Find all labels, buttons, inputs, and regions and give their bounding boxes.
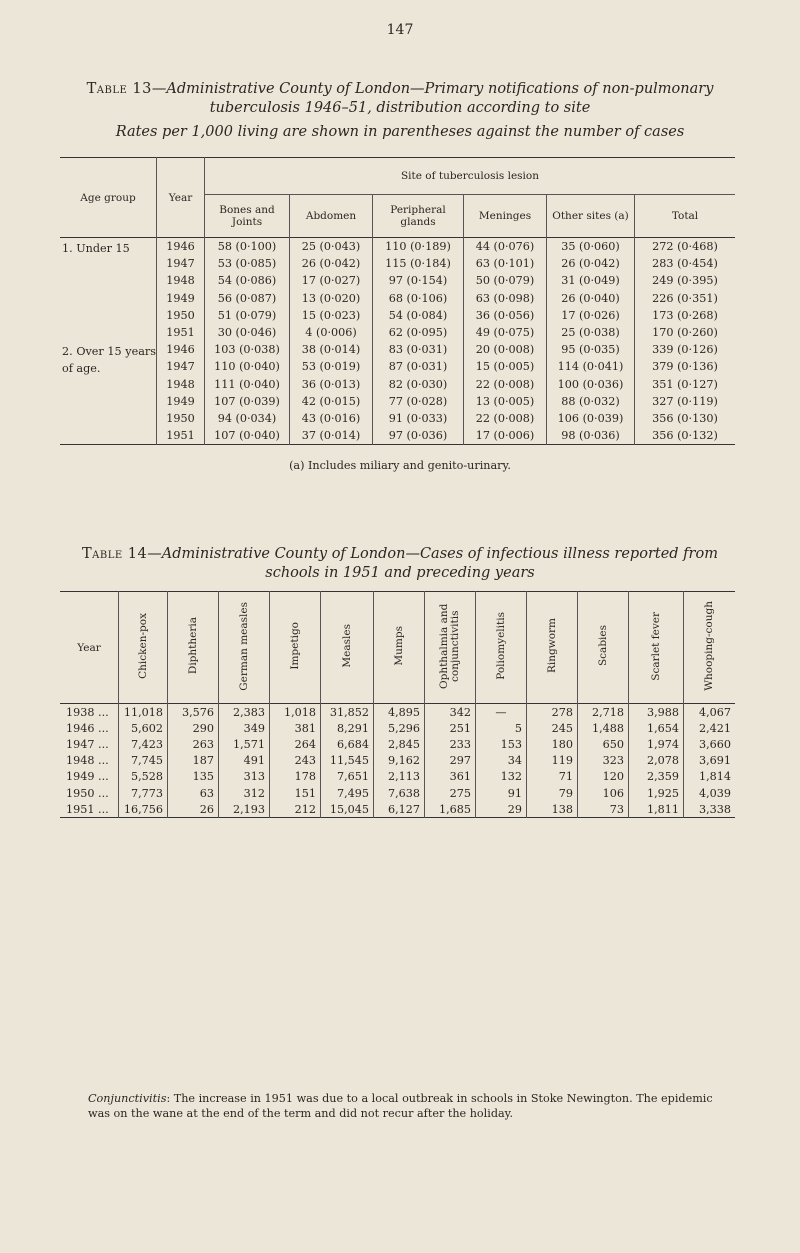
t13-header-year: Year xyxy=(157,158,205,238)
year-cell: 1947 xyxy=(157,358,205,375)
table-cell: 29 xyxy=(476,801,527,818)
table-cell: 44 (0·076) xyxy=(464,238,547,256)
age-group-label: 2. Over 15 years of age. xyxy=(62,345,156,376)
year-cell: 1946 xyxy=(157,341,205,358)
table-cell: 16,756 xyxy=(119,801,168,818)
table-cell: 491 xyxy=(219,753,270,769)
table-cell: 1,925 xyxy=(629,785,684,801)
column-header-label: Poliomyelitis xyxy=(494,612,507,680)
table-cell: 7,495 xyxy=(321,785,374,801)
table-row xyxy=(60,753,735,769)
table13-caption xyxy=(60,80,740,118)
t13-header-col: Other sites (a) xyxy=(547,195,635,238)
year-cell: 1947 xyxy=(157,255,205,272)
table-cell: 63 (0·098) xyxy=(464,290,547,307)
column-header-label: Scarlet fever xyxy=(649,611,662,681)
table-cell: 37 (0·014) xyxy=(290,427,373,445)
table-row xyxy=(60,272,735,289)
column-header xyxy=(119,592,168,704)
table-cell: 17 (0·027) xyxy=(290,272,373,289)
table-row xyxy=(60,410,735,427)
table-cell: 3,576 xyxy=(168,704,219,721)
table-cell: 11,018 xyxy=(119,704,168,721)
column-header xyxy=(527,592,578,704)
year-cell: 1949 xyxy=(157,393,205,410)
table-cell: — xyxy=(476,704,527,721)
table-cell: 110 (0·040) xyxy=(205,358,290,375)
table-cell: 88 (0·032) xyxy=(547,393,635,410)
table-cell: 26 (0·042) xyxy=(547,255,635,272)
column-header-label: Ringworm xyxy=(545,618,558,674)
table-cell: 3,338 xyxy=(684,801,736,818)
table-cell: 9,162 xyxy=(374,753,425,769)
table-cell: 7,423 xyxy=(119,736,168,752)
table-cell: 650 xyxy=(578,736,629,752)
table13-label: Table 13 xyxy=(86,81,152,97)
table-row xyxy=(60,720,735,736)
table-row xyxy=(60,736,735,752)
table-cell: 173 (0·268) xyxy=(635,307,736,324)
table-cell: 3,691 xyxy=(684,753,736,769)
table14-label: Table 14 xyxy=(82,546,148,562)
table-cell: 339 (0·126) xyxy=(635,341,736,358)
table-cell: 5,296 xyxy=(374,720,425,736)
table-cell: 79 xyxy=(527,785,578,801)
table-cell: 91 (0·033) xyxy=(373,410,464,427)
table13-title: —Administrative County of London—Primary notifications of non-pulmonary tuberculosis 1946–51, distribution according to site xyxy=(151,81,714,116)
table-cell: 56 (0·087) xyxy=(205,290,290,307)
table-cell: 53 (0·085) xyxy=(205,255,290,272)
t14-header-row xyxy=(60,592,735,704)
table-cell: 58 (0·100) xyxy=(205,238,290,256)
table-row xyxy=(60,307,735,324)
column-header xyxy=(578,592,629,704)
table-cell: 25 (0·038) xyxy=(547,324,635,341)
table-cell: 2,078 xyxy=(629,753,684,769)
year-cell: 1950 xyxy=(157,307,205,324)
table-row xyxy=(60,290,735,307)
table-cell: 351 (0·127) xyxy=(635,376,736,393)
t14-body xyxy=(60,704,735,818)
age-group-label: 1. Under 15 xyxy=(62,242,130,255)
table-cell: 275 xyxy=(425,785,476,801)
column-header xyxy=(168,592,219,704)
t13-header-col: Meninges xyxy=(464,195,547,238)
table-cell: 98 (0·036) xyxy=(547,427,635,445)
table-cell: 313 xyxy=(219,769,270,785)
year-cell: 1947 ... xyxy=(66,737,109,751)
table-cell: 62 (0·095) xyxy=(373,324,464,341)
table-cell: 97 (0·154) xyxy=(373,272,464,289)
table-cell: 2,845 xyxy=(374,736,425,752)
t13-header-age-group: Age group xyxy=(80,191,136,204)
table-cell: 3,660 xyxy=(684,736,736,752)
table-cell: 97 (0·036) xyxy=(373,427,464,445)
table14 xyxy=(60,591,735,818)
column-header xyxy=(425,592,476,704)
table-row xyxy=(60,801,735,818)
table-cell: 187 xyxy=(168,753,219,769)
column-header-label: Scabies xyxy=(596,625,609,667)
column-header xyxy=(270,592,321,704)
table-cell: 132 xyxy=(476,769,527,785)
year-cell: 1949 ... xyxy=(66,770,109,784)
table-cell: 73 xyxy=(578,801,629,818)
column-header xyxy=(684,592,736,704)
table-row xyxy=(60,769,735,785)
table-cell: 6,684 xyxy=(321,736,374,752)
column-header-label: Impetigo xyxy=(288,622,301,670)
table-cell: 106 (0·039) xyxy=(547,410,635,427)
table-cell: 31 (0·049) xyxy=(547,272,635,289)
table14-caption xyxy=(60,545,740,583)
year-cell: 1948 xyxy=(157,272,205,289)
column-header-label: Mumps xyxy=(392,626,405,666)
table-cell: 54 (0·086) xyxy=(205,272,290,289)
table-row xyxy=(60,376,735,393)
column-header-label: Measles xyxy=(340,624,353,668)
table-row xyxy=(60,785,735,801)
table-cell: 106 xyxy=(578,785,629,801)
table-cell: 35 (0·060) xyxy=(547,238,635,256)
table-cell: 264 xyxy=(270,736,321,752)
table-cell: 115 (0·184) xyxy=(373,255,464,272)
year-cell: 1951 xyxy=(157,427,205,445)
table-cell: 8,291 xyxy=(321,720,374,736)
table-cell: 26 (0·040) xyxy=(547,290,635,307)
column-header xyxy=(219,592,270,704)
table-cell: 5 xyxy=(476,720,527,736)
table-cell: 180 xyxy=(527,736,578,752)
table-cell: 349 xyxy=(219,720,270,736)
t13-header-col: Total xyxy=(635,195,736,238)
table-cell: 7,745 xyxy=(119,753,168,769)
table-cell: 63 (0·101) xyxy=(464,255,547,272)
table-cell: 7,773 xyxy=(119,785,168,801)
table-cell: 34 xyxy=(476,753,527,769)
table-cell: 278 xyxy=(527,704,578,721)
table-cell: 110 (0·189) xyxy=(373,238,464,256)
table-cell: 4 (0·006) xyxy=(290,324,373,341)
table-cell: 290 xyxy=(168,720,219,736)
table-cell: 2,113 xyxy=(374,769,425,785)
table14-footnote-label: Conjunctivitis xyxy=(88,1092,167,1105)
column-header-label: German measles xyxy=(237,601,250,691)
table-cell: 22 (0·008) xyxy=(464,376,547,393)
table-cell: 43 (0·016) xyxy=(290,410,373,427)
table-cell: 4,895 xyxy=(374,704,425,721)
table-cell: 356 (0·130) xyxy=(635,410,736,427)
column-header xyxy=(321,592,374,704)
column-header xyxy=(476,592,527,704)
table-cell: 283 (0·454) xyxy=(635,255,736,272)
year-cell: 1946 xyxy=(157,238,205,256)
table13-footnote: (a) Includes miliary and genito-urinary. xyxy=(289,459,511,472)
table-cell: 71 xyxy=(527,769,578,785)
table-cell: 233 xyxy=(425,736,476,752)
t13-header-col: Peripheral glands xyxy=(373,195,464,238)
table-cell: 2,421 xyxy=(684,720,736,736)
column-header-label: Ophthalmia and conjunctivitis xyxy=(438,603,461,689)
table-cell: 1,654 xyxy=(629,720,684,736)
table-cell: 95 (0·035) xyxy=(547,341,635,358)
table-cell: 178 xyxy=(270,769,321,785)
table-cell: 103 (0·038) xyxy=(205,341,290,358)
table-cell: 381 xyxy=(270,720,321,736)
table-cell: 36 (0·013) xyxy=(290,376,373,393)
table-cell: 22 (0·008) xyxy=(464,410,547,427)
table-cell: 107 (0·039) xyxy=(205,393,290,410)
table-cell: 87 (0·031) xyxy=(373,358,464,375)
year-cell: 1949 xyxy=(157,290,205,307)
table-cell: 135 xyxy=(168,769,219,785)
table-cell: 53 (0·019) xyxy=(290,358,373,375)
table-cell: 212 xyxy=(270,801,321,818)
table-cell: 251 xyxy=(425,720,476,736)
table-row xyxy=(60,427,735,445)
table-cell: 226 (0·351) xyxy=(635,290,736,307)
table-cell: 1,974 xyxy=(629,736,684,752)
year-cell: 1951 xyxy=(157,324,205,341)
table-cell: 342 xyxy=(425,704,476,721)
table14-footnote-text: : The increase in 1951 was due to a local outbreak in schools in Stoke Newington. The epidemic was on the wane at the end of the term and did not recur after the holiday. xyxy=(88,1092,713,1120)
table-cell: 1,571 xyxy=(219,736,270,752)
table-cell: 82 (0·030) xyxy=(373,376,464,393)
table-cell: 30 (0·046) xyxy=(205,324,290,341)
year-cell: 1946 ... xyxy=(66,721,109,735)
table-cell: 297 xyxy=(425,753,476,769)
table-cell: 100 (0·036) xyxy=(547,376,635,393)
table-cell: 11,545 xyxy=(321,753,374,769)
column-header-label: Whooping-cough xyxy=(703,601,715,691)
table13 xyxy=(60,157,735,445)
table-cell: 361 xyxy=(425,769,476,785)
year-cell: 1950 xyxy=(157,410,205,427)
table-cell: 1,811 xyxy=(629,801,684,818)
table-cell: 17 (0·026) xyxy=(547,307,635,324)
table-cell: 243 xyxy=(270,753,321,769)
table-cell: 1,488 xyxy=(578,720,629,736)
table-cell: 20 (0·008) xyxy=(464,341,547,358)
table-row xyxy=(60,238,735,256)
table-cell: 138 xyxy=(527,801,578,818)
table-cell: 5,602 xyxy=(119,720,168,736)
table14-title: —Administrative County of London—Cases of infectious illness reported from schools in 1951 and preceding years xyxy=(147,546,718,581)
table-cell: 15 (0·023) xyxy=(290,307,373,324)
table-cell: 3,988 xyxy=(629,704,684,721)
table-cell: 13 (0·005) xyxy=(464,393,547,410)
year-cell: 1938 ... xyxy=(66,705,109,719)
table-cell: 38 (0·014) xyxy=(290,341,373,358)
table-cell: 263 xyxy=(168,736,219,752)
table-cell: 26 xyxy=(168,801,219,818)
table-cell: 114 (0·041) xyxy=(547,358,635,375)
table-cell: 15 (0·005) xyxy=(464,358,547,375)
table-cell: 170 (0·260) xyxy=(635,324,736,341)
table13-subtitle: Rates per 1,000 living are shown in parentheses against the number of cases xyxy=(115,124,685,140)
table-cell: 249 (0·395) xyxy=(635,272,736,289)
column-header-label: Chicken-pox xyxy=(136,613,149,679)
table-cell: 107 (0·040) xyxy=(205,427,290,445)
table-cell: 2,383 xyxy=(219,704,270,721)
table-cell: 323 xyxy=(578,753,629,769)
column-header xyxy=(629,592,684,704)
column-header-label: Diphtheria xyxy=(186,617,199,675)
table-cell: 50 (0·079) xyxy=(464,272,547,289)
year-cell: 1951 ... xyxy=(66,802,109,816)
table-cell: 36 (0·056) xyxy=(464,307,547,324)
table-cell: 151 xyxy=(270,785,321,801)
column-header xyxy=(374,592,425,704)
t13-body xyxy=(60,238,735,445)
table-cell: 25 (0·043) xyxy=(290,238,373,256)
table-cell: 5,528 xyxy=(119,769,168,785)
table-cell: 1,685 xyxy=(425,801,476,818)
table-cell: 15,045 xyxy=(321,801,374,818)
table-cell: 356 (0·132) xyxy=(635,427,736,445)
table-row xyxy=(60,341,735,358)
table-cell: 153 xyxy=(476,736,527,752)
table-cell: 91 xyxy=(476,785,527,801)
t13-header-col: Abdomen xyxy=(290,195,373,238)
table-cell: 327 (0·119) xyxy=(635,393,736,410)
table-cell: 6,127 xyxy=(374,801,425,818)
table-cell: 2,718 xyxy=(578,704,629,721)
table-row xyxy=(60,255,735,272)
table-cell: 4,067 xyxy=(684,704,736,721)
table-cell: 7,638 xyxy=(374,785,425,801)
table-cell: 51 (0·079) xyxy=(205,307,290,324)
table-cell: 1,018 xyxy=(270,704,321,721)
table-cell: 2,193 xyxy=(219,801,270,818)
table-cell: 94 (0·034) xyxy=(205,410,290,427)
table-row xyxy=(60,358,735,375)
table-row xyxy=(60,324,735,341)
t13-header-col: Bones and Joints xyxy=(205,195,290,238)
table-cell: 54 (0·084) xyxy=(373,307,464,324)
table-cell: 1,814 xyxy=(684,769,736,785)
table-row xyxy=(60,393,735,410)
table-cell: 7,651 xyxy=(321,769,374,785)
table-cell: 379 (0·136) xyxy=(635,358,736,375)
table-cell: 272 (0·468) xyxy=(635,238,736,256)
table-cell: 111 (0·040) xyxy=(205,376,290,393)
year-cell: 1950 ... xyxy=(66,786,109,800)
table-cell: 31,852 xyxy=(321,704,374,721)
table-row xyxy=(60,704,735,721)
column-header: Year xyxy=(77,641,101,654)
table-cell: 120 xyxy=(578,769,629,785)
table-cell: 49 (0·075) xyxy=(464,324,547,341)
page-number: 147 xyxy=(386,22,414,38)
year-cell: 1948 ... xyxy=(66,754,109,768)
table-cell: 2,359 xyxy=(629,769,684,785)
table-cell: 63 xyxy=(168,785,219,801)
table14-footnote xyxy=(88,1091,728,1121)
table-cell: 26 (0·042) xyxy=(290,255,373,272)
t13-header-site: Site of tuberculosis lesion xyxy=(205,158,736,195)
table-cell: 17 (0·006) xyxy=(464,427,547,445)
table-cell: 42 (0·015) xyxy=(290,393,373,410)
table-cell: 4,039 xyxy=(684,785,736,801)
table-cell: 119 xyxy=(527,753,578,769)
year-cell: 1948 xyxy=(157,376,205,393)
table-cell: 77 (0·028) xyxy=(373,393,464,410)
table-cell: 83 (0·031) xyxy=(373,341,464,358)
table-cell: 245 xyxy=(527,720,578,736)
table-cell: 312 xyxy=(219,785,270,801)
table-cell: 68 (0·106) xyxy=(373,290,464,307)
table-cell: 13 (0·020) xyxy=(290,290,373,307)
